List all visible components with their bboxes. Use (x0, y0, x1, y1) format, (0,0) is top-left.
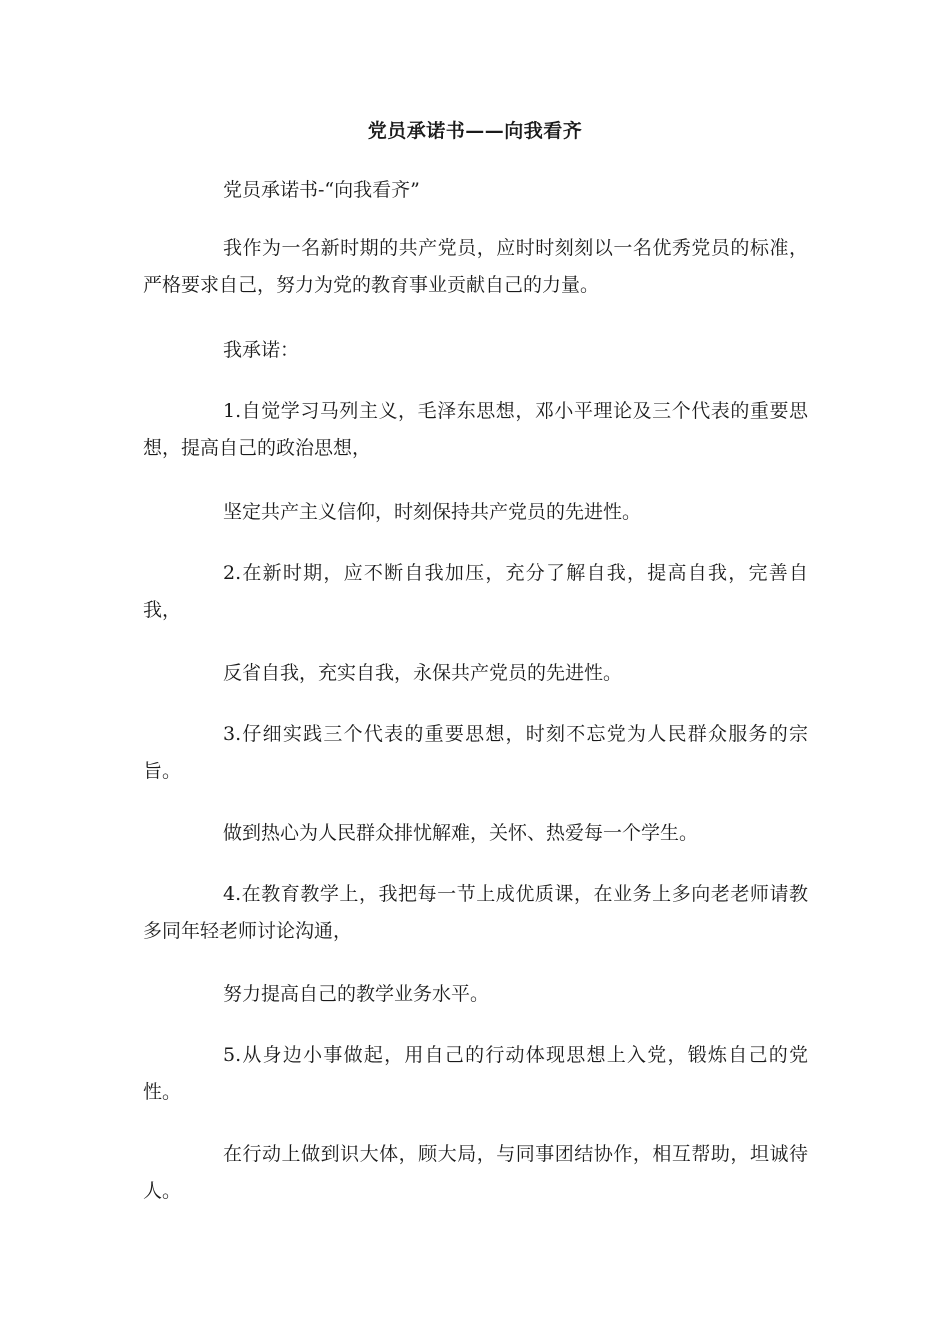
paragraph-subtitle: 党员承诺书-“向我看齐” (223, 179, 420, 201)
paragraph-item-4-continued: 努力提高自己的教学业务水平。 (223, 983, 490, 1005)
paragraph-item-5-continued: 在行动上做到识大体，顾大局，与同事团结协作，相互帮助，坦诚待人。 (143, 1143, 808, 1202)
paragraph-item-1: 1.自觉学习马列主义，毛泽东思想，邓小平理论及三个代表的重要思想，提高自己的政治思想， (143, 400, 808, 459)
paragraph-item-5: 5.从身边小事做起，用自己的行动体现思想上入党，锻炼自己的党性。 (143, 1044, 808, 1103)
paragraph-item-2-continued: 反省自我，充实自我，永保共产党员的先进性。 (223, 662, 623, 684)
document-title: 党员承诺书——向我看齐 (367, 120, 583, 142)
paragraph-item-3: 3.仔细实践三个代表的重要思想，时刻不忘党为人民群众服务的宗旨。 (143, 723, 808, 782)
paragraph-item-4: 4.在教育教学上，我把每一节上成优质课，在业务上多向老老师请教多同年轻老师讨论沟通， (143, 883, 808, 942)
paragraph-pledge-heading: 我承诺： (223, 339, 300, 361)
paragraph-intro: 我作为一名新时期的共产党员，应时时刻刻以一名优秀党员的标准，严格要求自己，努力为党的教育事业贡献自己的力量。 (143, 237, 808, 296)
paragraph-item-3-continued: 做到热心为人民群众排忧解难，关怀、热爱每一个学生。 (223, 822, 699, 844)
paragraph-item-2: 2.在新时期，应不断自我加压，充分了解自我，提高自我，完善自我， (143, 562, 808, 621)
paragraph-item-1-continued: 坚定共产主义信仰，时刻保持共产党员的先进性。 (223, 501, 642, 523)
